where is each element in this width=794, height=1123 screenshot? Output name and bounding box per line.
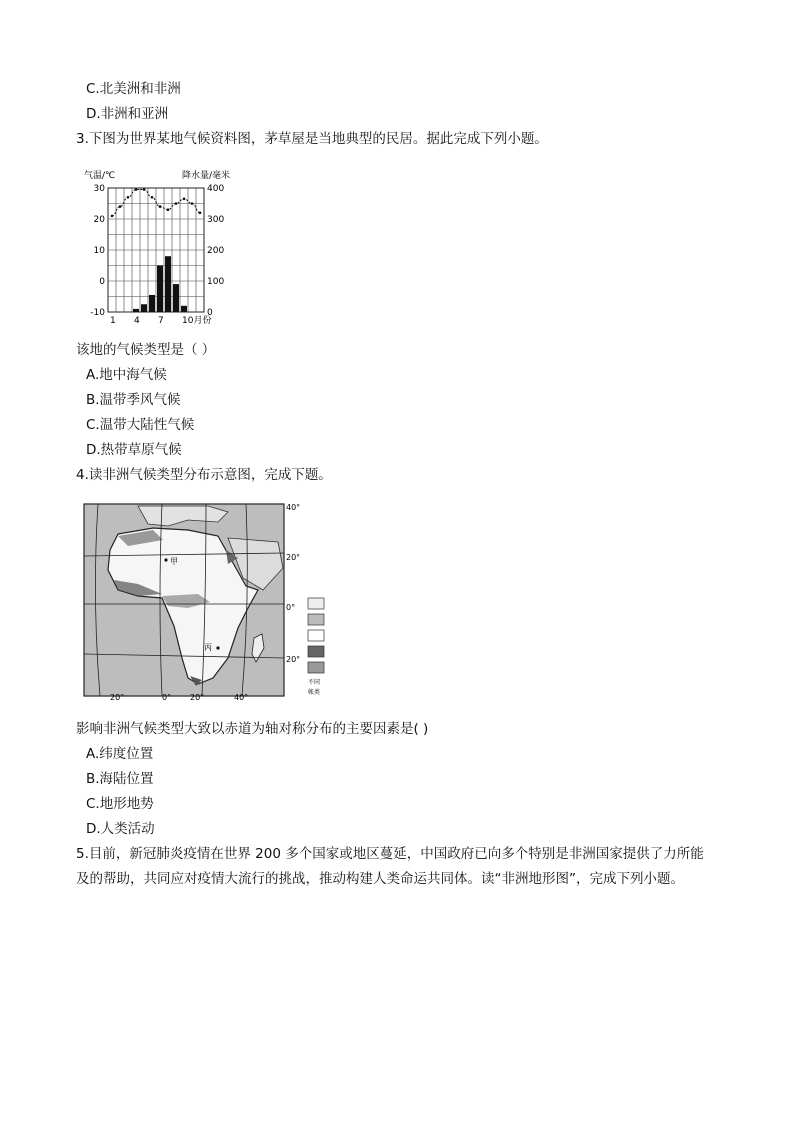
q3-option-d: D.热带草原气候 (86, 442, 182, 458)
lon-label-20e: 20° (190, 693, 205, 702)
lat-label-20s: 20° (286, 655, 301, 664)
lon-label-0: 0° (162, 693, 172, 702)
africa-climate-map (78, 498, 334, 702)
temp-tick-4: -10 (90, 308, 105, 318)
legend-note-line2: 帐类 (308, 689, 321, 696)
temp-tick-0: 30 (93, 184, 105, 194)
question-5-stem: 5.目前，新冠肺炎疫情在世界 200 多个国家或地区蔓延，中国政府已向多个特别是非洲国家提供了力所能及的帮助，共同应对疫情大流行的挑战，推动构建人类命运共同体。读“非洲地形图”，完成下列小题。 (76, 846, 704, 887)
option-d-prev: D.非洲和亚洲 (86, 106, 169, 122)
temp-tick-1: 20 (93, 215, 105, 225)
question-3-subquestion: 该地的气候类型是（ ） (76, 342, 216, 358)
temp-point-11 (191, 202, 194, 205)
lon-label-20w: 20° (110, 693, 125, 702)
precip-bar-4 (133, 309, 139, 312)
temp-tick-2: 10 (93, 246, 105, 256)
precip-tick-1: 300 (207, 215, 225, 225)
x-tick-0: 1 (110, 316, 116, 326)
lat-label-40: 40° (286, 503, 301, 512)
q4-option-b: B.海陆位置 (86, 771, 154, 787)
question-4-stem: 4.读非洲气候类型分布示意图，完成下题。 (76, 467, 332, 483)
temp-point-10 (183, 198, 186, 201)
question-3-stem: 3.下图为世界某地气候资料图，茅草屋是当地典型的民居。据此完成下列小题。 (76, 131, 548, 147)
temp-point-8 (167, 208, 170, 211)
precip-tick-0: 400 (207, 184, 225, 194)
legend-box-1 (308, 598, 324, 609)
lat-label-0: 0° (286, 603, 296, 612)
q4-option-a: A.纬度位置 (86, 746, 154, 762)
map-legend (308, 598, 324, 696)
precip-bar-9 (173, 284, 179, 312)
q4-option-c: C.地形地势 (86, 796, 154, 812)
precip-tick-4: 0 (207, 308, 213, 318)
temp-point-2 (119, 205, 122, 208)
precip-bar-8 (165, 256, 171, 312)
x-tick-1: 4 (134, 316, 140, 326)
temp-point-1 (111, 215, 114, 218)
lon-label-40e: 40° (234, 693, 249, 702)
chart-grid (108, 188, 204, 312)
option-c-prev: C.北美洲和非洲 (86, 81, 181, 97)
q4-option-d: D.人类活动 (86, 821, 155, 837)
legend-box-5 (308, 662, 324, 673)
legend-box-2 (308, 614, 324, 625)
place-jia-marker (164, 558, 167, 561)
precip-bar-5 (141, 304, 147, 312)
precip-tick-3: 100 (207, 277, 225, 287)
place-bing-label: 丙 (204, 643, 212, 652)
lat-label-20n: 20° (286, 553, 301, 562)
place-bing-marker (216, 646, 219, 649)
q3-option-b: B.温带季风气候 (86, 392, 181, 408)
precip-bar-6 (149, 295, 155, 312)
x-tick-3: 10月份 (182, 316, 212, 326)
climate-chart (84, 164, 244, 326)
place-jia-label: 甲 (170, 557, 178, 566)
temp-point-12 (199, 212, 202, 215)
temp-point-3 (127, 196, 130, 199)
temp-point-4 (135, 188, 138, 191)
question-4-subquestion: 影响非洲气候类型大致以赤道为轴对称分布的主要因素是( ) (76, 721, 429, 737)
temp-point-7 (159, 205, 162, 208)
temp-point-9 (175, 202, 178, 205)
legend-note-line1: 不同 (308, 679, 321, 686)
x-tick-2: 7 (158, 316, 164, 326)
left-axis-title: 气温/℃ (84, 171, 116, 181)
temp-point-5 (143, 188, 146, 191)
q3-option-a: A.地中海气候 (86, 367, 167, 383)
legend-box-4 (308, 646, 324, 657)
q3-option-c: C.温带大陆性气候 (86, 417, 195, 433)
precip-bar-10 (181, 306, 187, 312)
temp-tick-3: 0 (99, 277, 105, 287)
legend-box-3 (308, 630, 324, 641)
right-axis-title: 降水量/毫米 (182, 171, 231, 181)
temp-point-6 (151, 196, 154, 199)
precip-bar-7 (157, 266, 163, 313)
precip-tick-2: 200 (207, 246, 225, 256)
